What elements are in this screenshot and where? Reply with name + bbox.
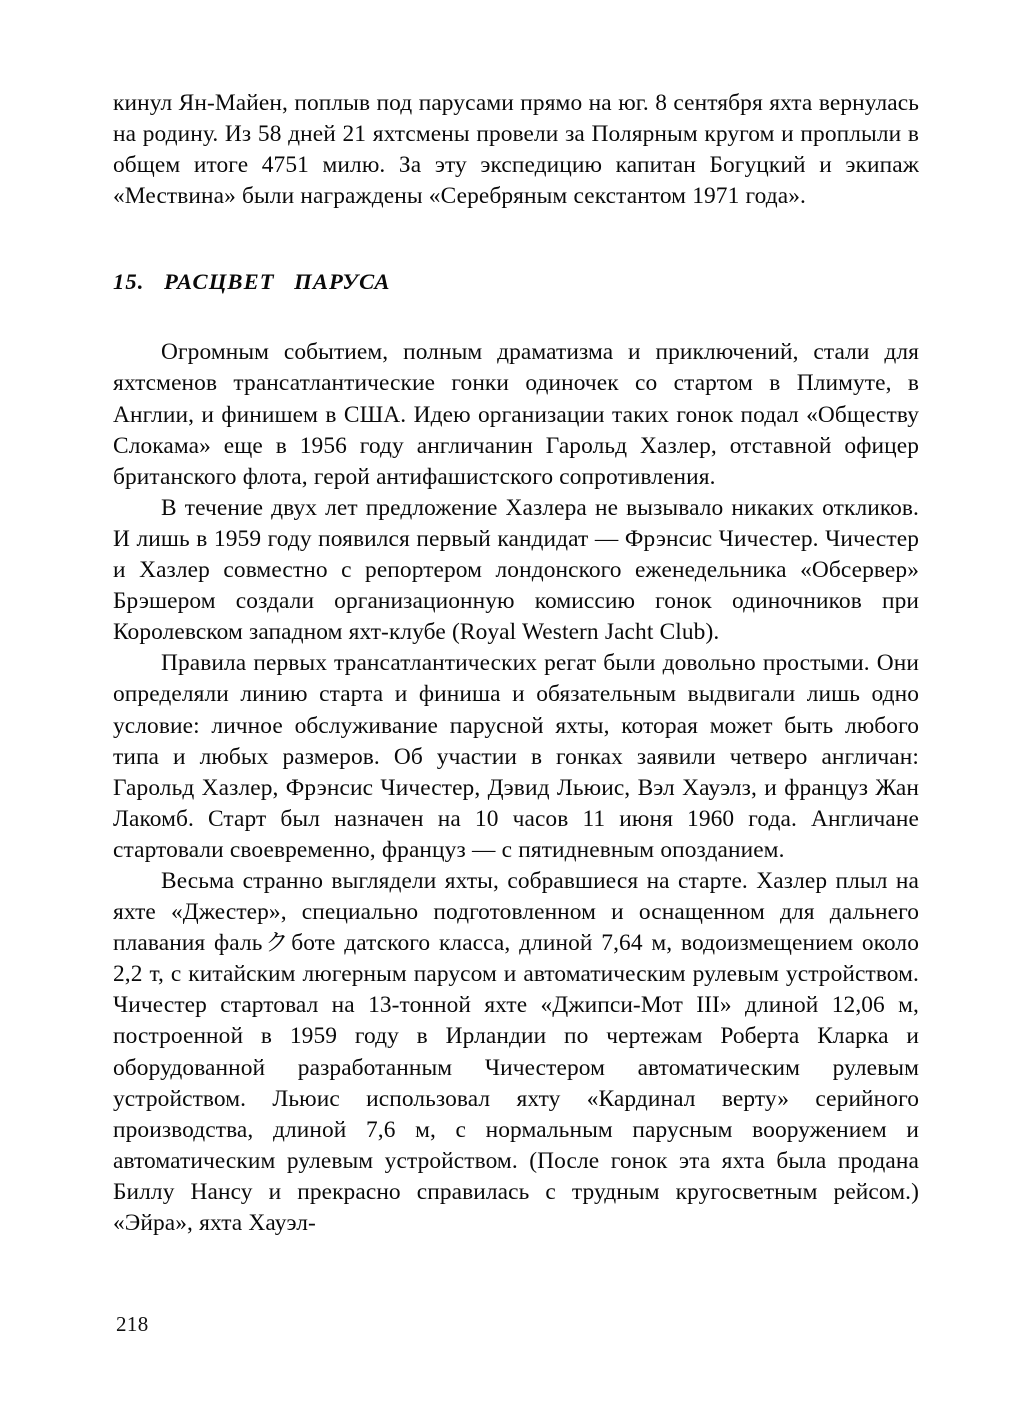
paragraph-3: Правила первых трансатлантических регат были довольно простыми. Они определяли линию старта и финиша и обязательным выдвигали лишь одно условие: личное обслуживание парусной яхты, которая может быть любого типа и любых размеров. Об участии в гонках заявили четверо англичан: Гарольд Хазлер, Фрэнсис Чичестер, Дэвид Льюис, Вэл Хауэлз, и француз Жан Лакомб. Старт был назначен на 10 часов 11 июня 1960 года. Англичане стартовали своевременно, француз — с пятидневным опозданием.	[113, 650, 919, 863]
spacer-after-heading	[113, 297, 919, 337]
paragraph-2: В течение двух лет предложение Хазлера не вызывало никаких откликов. И лишь в 1959 году появился первый кандидат — Фрэнсис Чичестер. Чичестер и Хазлер совместно с репортером лондонского еженедельника «Обсервер» Брэшером создали организационную комиссию гонок одиночников при Королевском западном яхт-клубе (Royal Western Jacht Club).	[113, 494, 919, 646]
text-column	[113, 88, 919, 1239]
section-heading: 15. РАСЦВЕТ ПАРУСА	[113, 269, 391, 295]
spacer-before-heading	[113, 212, 919, 267]
paragraph-continued: кинул Ян-Майен, поплыв под парусами прямо на юг. 8 сентября яхта вернулась на родину. Из 58 дней 21 яхтсмены провели за Полярным кругом и проплыли в общем итоге 4751 милю. За эту экспедицию капитан Богуцкий и экипаж «Мествина» были награждены «Серебряным секстантом 1971 года».	[113, 90, 919, 210]
paragraph-4: Весьма странно выглядели яхты, собравшиеся на старте. Хазлер плыл на яхте «Джестер», специально подготовленном и оснащенном для дальнего плавания фальクботе датского класса, длиной 7,64 м, водоизмещением около 2,2 т, с китайским люгерным парусом и автоматическим рулевым устройством. Чичестер стартовал на 13-тонной яхте «Джипси-Мот III» длиной 12,06 м, построенной в 1959 году в Ирландии по чертежам Роберта Кларка и оборудованной разработанным Чичестером автоматическим рулевым устройством. Льюис использовал яхту «Кардинал верту» серийного производства, длиной 7,6 м, с нормальным парусным вооружением и автоматическим рулевым устройством. (После гонок эта яхта была продана Биллу Нансу и прекрасно справилась с трудным кругосветным рейсом.) «Эйра», яхта Хауэл-	[113, 867, 919, 1236]
page-number: 218	[116, 1312, 149, 1336]
paragraph-1: Огромным событием, полным драматизма и приключений, стали для яхтсменов трансатлантические гонки одиночек со стартом в Плимуте, в Англии, и финишем в США. Идею организации таких гонок подал «Обществу Слокама» еще в 1956 году англичанин Гарольд Хазлер, отставной офицер британского флота, герой антифашистского сопротивления.	[113, 339, 919, 490]
